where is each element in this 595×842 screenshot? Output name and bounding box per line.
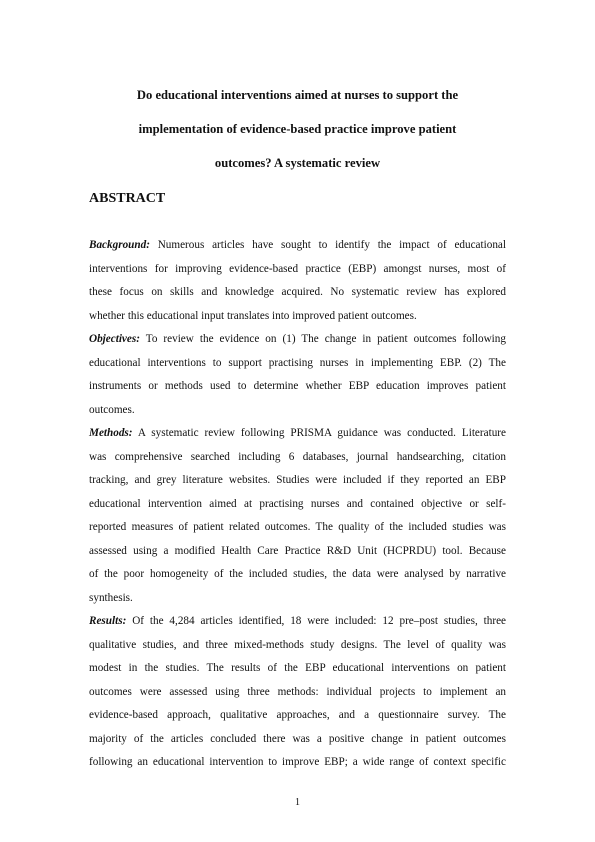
results-line-4: outcomes were assessed using three methods: individual projects to implement an <box>89 685 506 698</box>
methods-line-7: of the poor homogeneity of the included studies, the data were analysed by narrative <box>89 568 506 580</box>
methods-line-3: tracking, and grey literature websites. Studies were included if they reported an EBP <box>89 474 506 486</box>
objectives-label: Objectives: <box>89 333 140 345</box>
results-line-7: following an educational intervention to improve EBP; a wide range of context specific <box>89 756 506 768</box>
results-line-6: majority of the articles concluded there was a positive change in patient outcomes <box>89 732 506 745</box>
background-paragraph <box>89 234 506 328</box>
results-line-5: evidence-based approach, qualitative approaches, and a questionnaire survey. The <box>89 709 506 721</box>
background-line-1 <box>89 234 506 258</box>
background-line-2: interventions for improving evidence-based practice (EBP) amongst nurses, most of <box>89 262 506 275</box>
methods-line-6: assessed using a modified Health Care Practice R&D Unit (HCPRDU) tool. Because <box>89 544 506 557</box>
background-text-1: Numerous articles have sought to identify the impact of educational <box>157 239 507 251</box>
background-label: Background: <box>89 239 150 251</box>
objectives-text-1: To review the evidence on (1) The change in patient outcomes following <box>145 333 506 345</box>
methods-paragraph <box>89 422 506 610</box>
results-line-1 <box>89 610 506 634</box>
title-line-1: Do educational interventions aimed at nurses to support the <box>136 88 459 102</box>
results-line-2: qualitative studies, and three mixed-methods study designs. The level of quality was <box>89 638 506 651</box>
methods-line-8: synthesis. <box>89 591 133 604</box>
results-text-1: Of the 4,284 articles identified, 18 were included: 12 pre–post studies, three <box>132 615 507 627</box>
background-line-3: these focus on skills and knowledge acquired. No systematic review has explored <box>89 286 506 298</box>
results-label: Results: <box>89 615 127 627</box>
results-line-3: modest in the studies. The results of the EBP educational interventions on patient <box>89 662 506 674</box>
background-line-4: whether this educational input translates into improved patient outcomes. <box>89 309 417 322</box>
objectives-line-1 <box>89 328 506 352</box>
abstract-heading: ABSTRACT <box>89 191 166 206</box>
objectives-paragraph <box>89 328 506 422</box>
page-number: 1 <box>295 797 300 808</box>
title-line-3: outcomes? A systematic review <box>214 156 381 170</box>
abstract-body <box>89 234 506 775</box>
results-paragraph <box>89 610 506 775</box>
methods-line-2: was comprehensive searched including 6 databases, journal handsearching, citation <box>89 450 506 463</box>
methods-line-1 <box>89 422 506 446</box>
objectives-line-3: instruments or methods used to determine whether EBP education improves patient <box>89 380 506 392</box>
methods-line-4: educational intervention aimed at practising nurses and contained objective or self- <box>89 497 506 510</box>
methods-label: Methods: <box>89 427 133 439</box>
methods-text-1: A systematic review following PRISMA guidance was conducted. Literature <box>137 427 506 439</box>
title-line-2: implementation of evidence-based practice improve patient <box>138 122 457 136</box>
objectives-line-2: educational interventions to support practising nurses in implementing EBP. (2) The <box>89 356 506 369</box>
objectives-line-4: outcomes. <box>89 403 135 416</box>
methods-line-5: reported measures of patient related outcomes. The quality of the included studies was <box>89 521 506 533</box>
paper-title <box>60 78 535 180</box>
